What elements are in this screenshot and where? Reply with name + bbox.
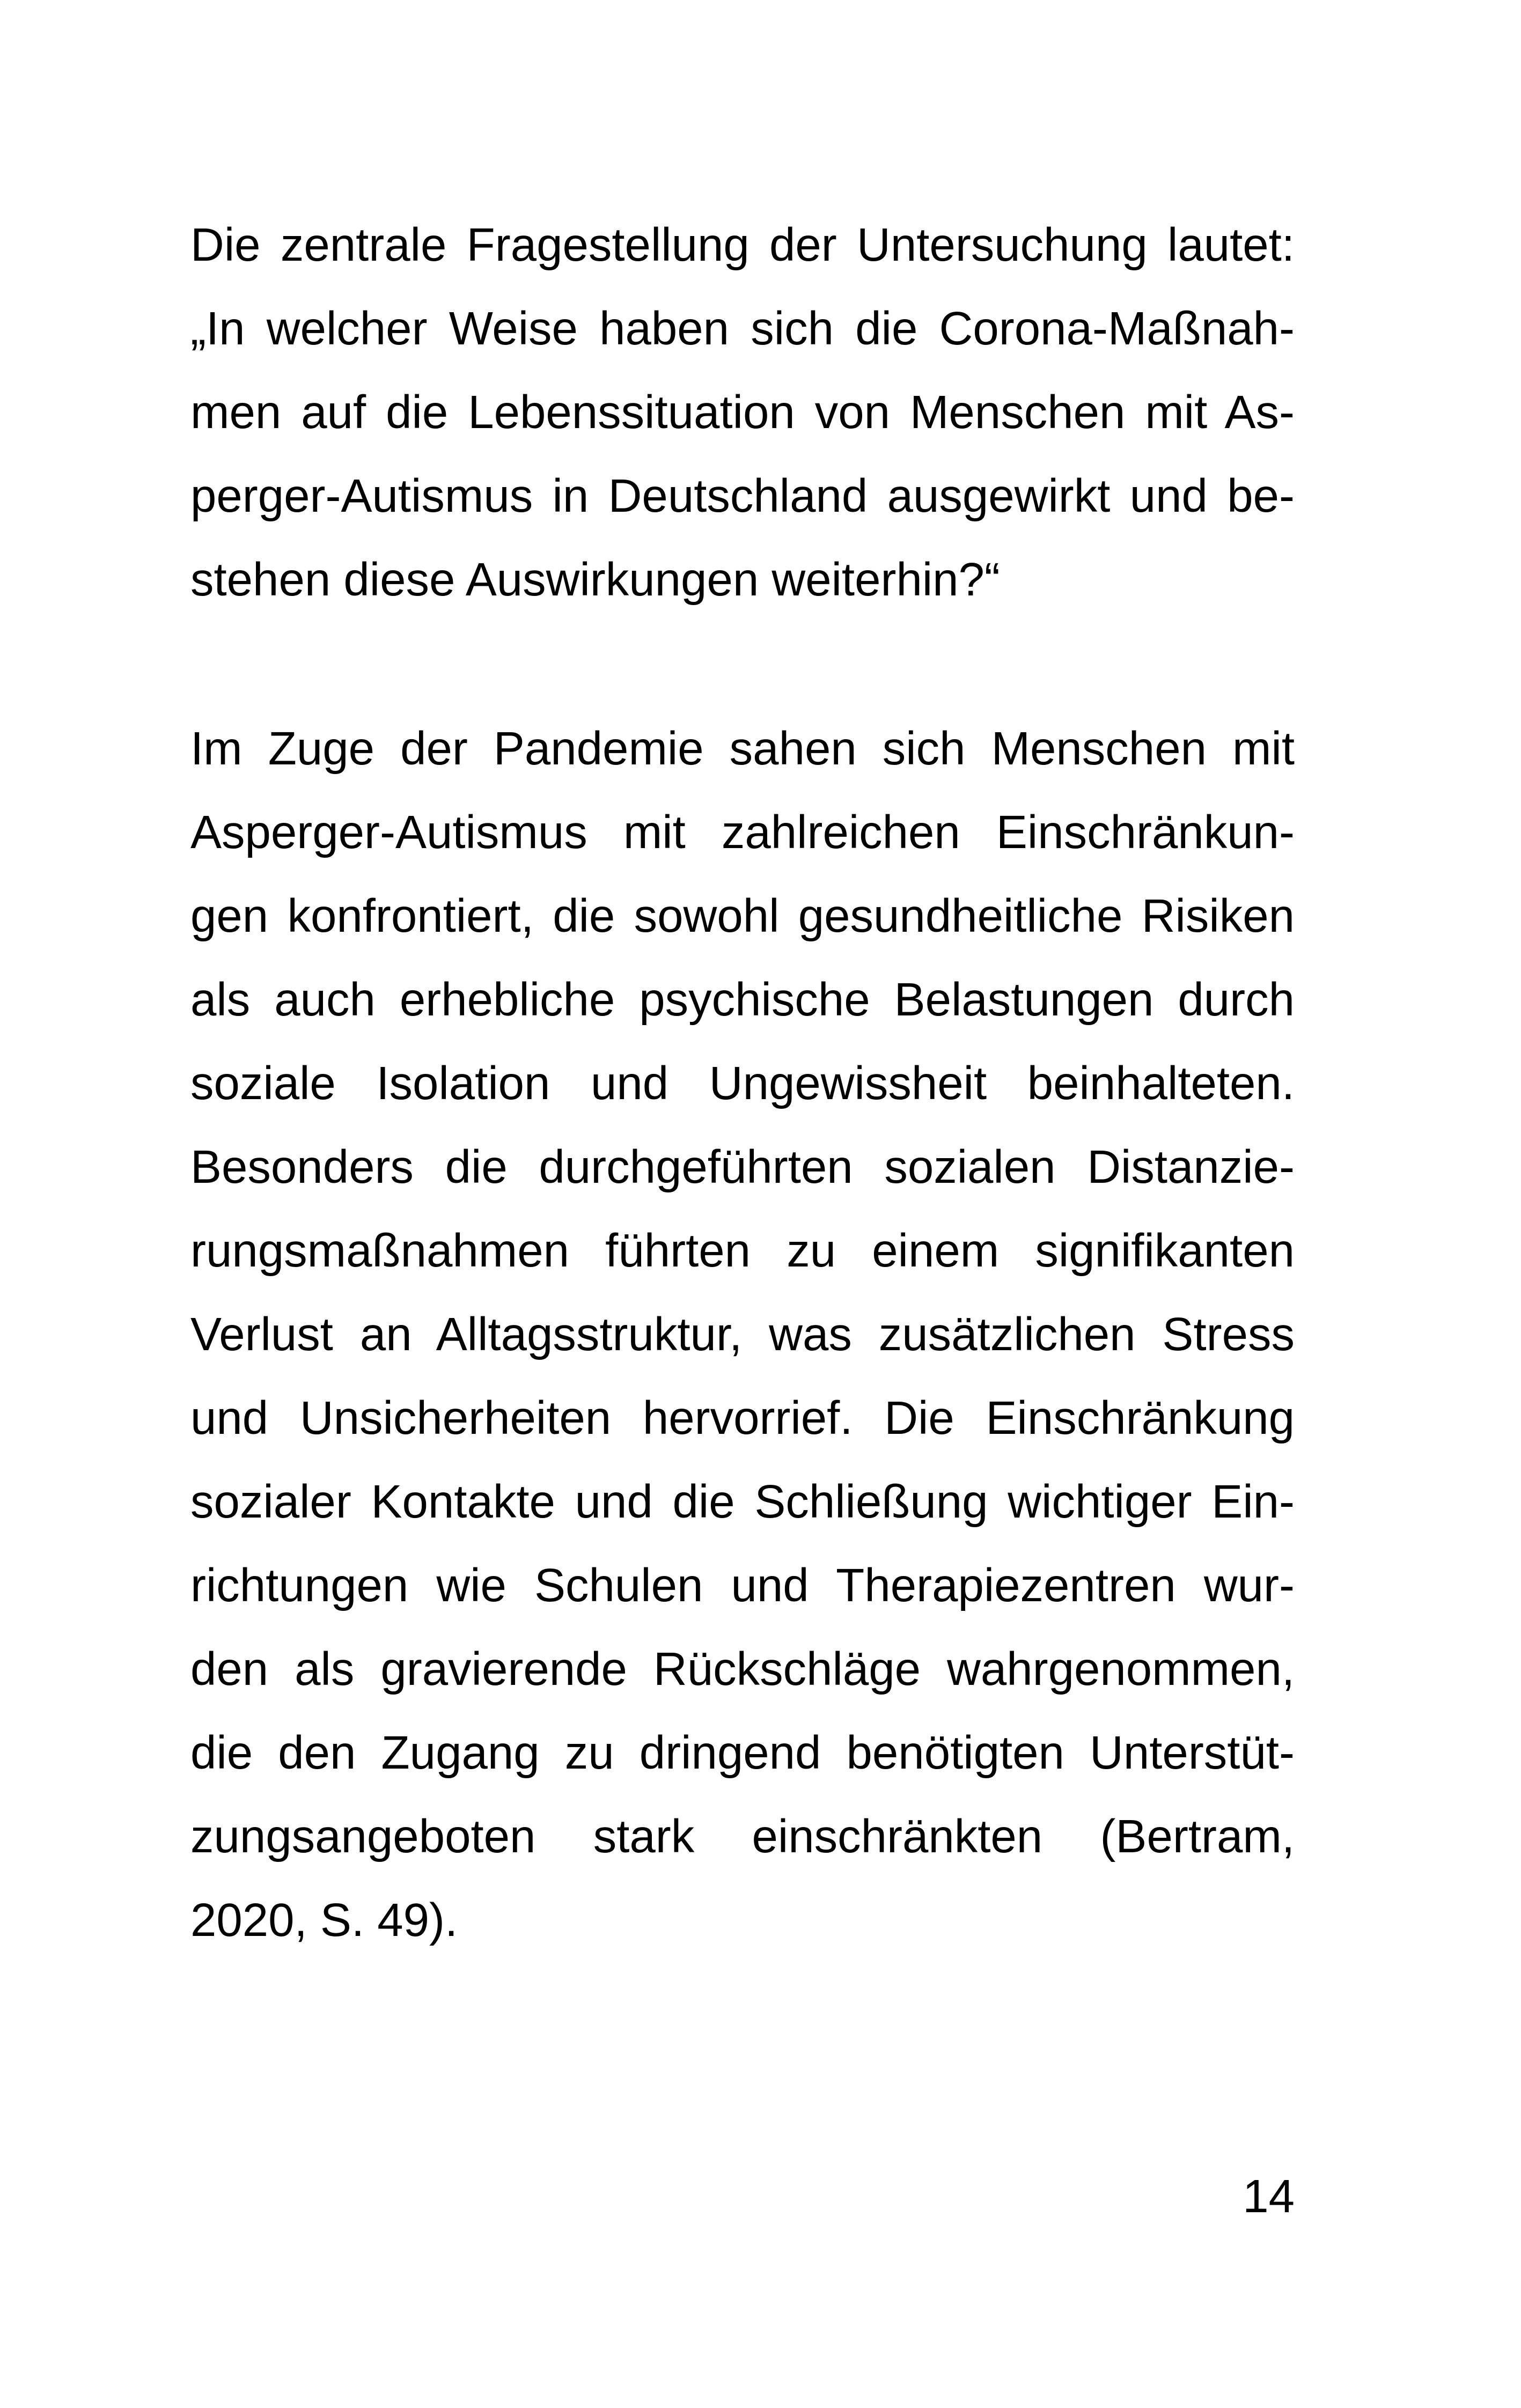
text-line: soziale Isolation und Ungewissheit beinhalteten. [190,1057,1295,1109]
text-line: Asperger-Autismus mit zahlreichen Einschränkun- [190,806,1295,858]
text-line: gen konfrontiert, die sowohl gesundheitliche Risiken [190,890,1295,942]
text-line: Verlust an Alltagsstruktur, was zusätzlichen Stress [190,1308,1295,1360]
text-line: und Unsicherheiten hervorrief. Die Einschränkung [190,1392,1295,1444]
text-line: men auf die Lebenssituation von Menschen mit As- [190,386,1295,438]
text-line: richtungen wie Schulen und Therapiezentren wur- [190,1559,1295,1611]
text-line: Im Zuge der Pandemie sahen sich Menschen mit [190,723,1295,775]
text-line: zungsangeboten stark einschränkten (Bertram, [190,1810,1295,1862]
text-line: 2020, S. 49). [190,1894,458,1946]
text-line: stehen diese Auswirkungen weiterhin?“ [190,554,1000,606]
text-line: den als gravierende Rückschläge wahrgenommen, [190,1643,1295,1695]
text-line: die den Zugang zu dringend benötigten Unterstüt- [190,1727,1295,1779]
text-line: Die zentrale Fragestellung der Untersuchung lautet: [190,219,1295,271]
text-line: rungsmaßnahmen führten zu einem signifikanten [190,1225,1295,1277]
text-line: sozialer Kontakte und die Schließung wichtiger Ein- [190,1476,1295,1528]
page-number: 14 [1243,2170,1295,2222]
text-line: Besonders die durchgeführten sozialen Distanzie- [190,1141,1295,1193]
text-line: als auch erhebliche psychische Belastungen durch [190,974,1295,1026]
text-line: perger-Autismus in Deutschland ausgewirkt und be- [190,470,1295,522]
text-line: „In welcher Weise haben sich die Corona-Maßnah- [190,303,1295,355]
